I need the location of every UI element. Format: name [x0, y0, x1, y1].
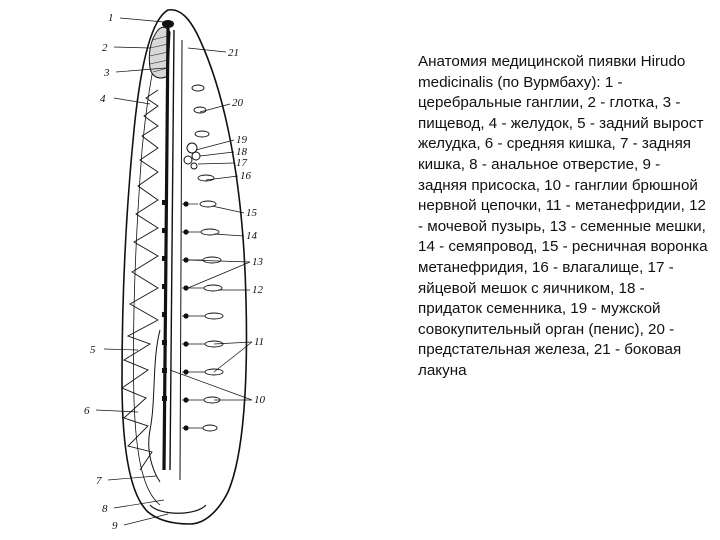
- callout-4: 4: [100, 93, 106, 105]
- callout-11: 11: [254, 336, 265, 348]
- callout-2: 2: [102, 42, 108, 54]
- posterior-caecum: [122, 320, 158, 470]
- metanephridia-group: [192, 85, 223, 431]
- esophagus-line: [170, 30, 174, 470]
- ventral-nerve-cord: [164, 28, 168, 470]
- callout-18: 18: [236, 146, 247, 158]
- callout-21: 21: [228, 47, 239, 59]
- callout-16: 16: [240, 170, 251, 182]
- lateral-lacuna-line: [180, 40, 182, 480]
- callout-15: 15: [246, 207, 257, 219]
- callout-6: 6: [84, 405, 90, 417]
- callout-8: 8: [102, 503, 108, 515]
- midgut: [149, 330, 160, 482]
- callout-17: 17: [236, 157, 247, 169]
- callout-12: 12: [252, 284, 263, 296]
- callout-5: 5: [90, 344, 96, 356]
- reproductive-organs: [184, 143, 200, 169]
- callout-14: 14: [246, 230, 257, 242]
- figure-caption: Анатомия медицинской пиявки Hirudo medicinalis (по Вурмбаху): 1 - церебральные ганглии, 2 - глотка, 3 - пищевод, 4 - желудок, 5 - задний вырост желудка, 6 - средняя кишка, 7 - задняя кишка, 8 - анальное отверстие, 9 - задняя присоска, 10 - ганглии брюшной нервной цепочки, 11 - метанефридии, 12 - мочевой пузырь, 13 - семенные мешки, 14 - семяпровод, 15 - ресничная воронка метанефридия, 16 - влагалище, 17 - яйцевой мешок с яичником, 18 - придаток семенника, 19 - мужской совокупительный орган (пенис), 20 - предстательная железа, 21 - боковая лакуна: [418, 53, 708, 379]
- cerebral-ganglia: [162, 20, 174, 28]
- callout-20: 20: [232, 97, 243, 109]
- posterior-sucker: [150, 505, 206, 513]
- callout-10: 10: [254, 394, 265, 406]
- callout-3: 3: [104, 67, 110, 79]
- callout-13: 13: [252, 256, 263, 268]
- callout-1: 1: [108, 12, 114, 24]
- callout-9: 9: [112, 520, 118, 532]
- callout-7: 7: [96, 475, 102, 487]
- callout-19: 19: [236, 134, 247, 146]
